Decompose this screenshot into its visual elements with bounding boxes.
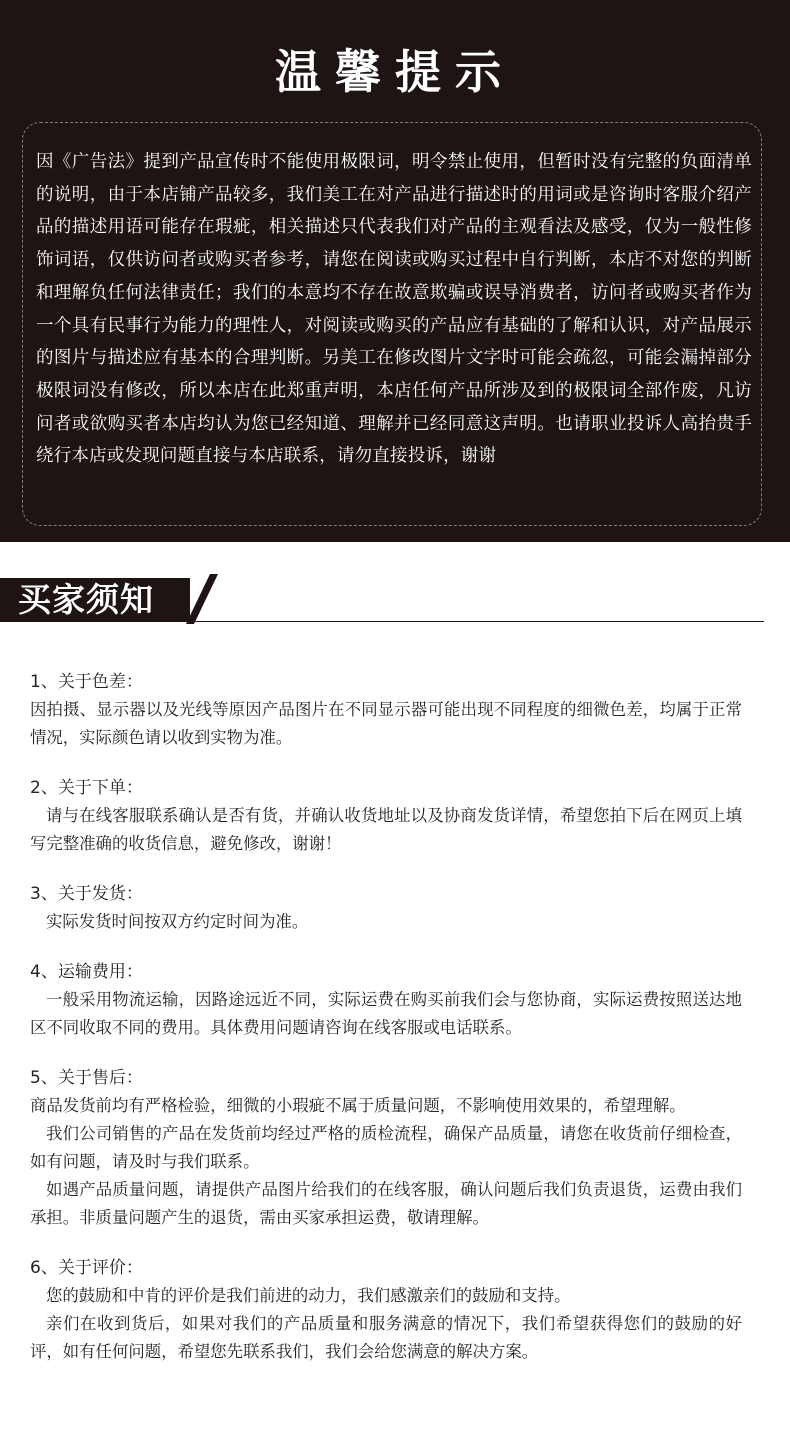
buyer-notice-title: 买家须知	[18, 580, 154, 619]
item-paragraph: 您的鼓励和中肯的评价是我们前进的动力，我们感激亲们的鼓励和支持。	[46, 1286, 571, 1305]
notice-item-color-difference	[30, 668, 742, 752]
item-heading: 4、运输费用：	[30, 962, 143, 982]
item-paragraph: 亲们在收到货后，如果对我们的产品质量和服务满意的情况下，我们希望获得您们的鼓励的好评，如有任何问题，希望您先联系我们，我们会给您满意的解决方案。	[30, 1314, 742, 1361]
notice-body: 因《广告法》提到产品宣传时不能使用极限词，明令禁止使用，但暂时没有完整的负面清单的说明，由于本店铺产品较多，我们美工在对产品进行描述时的用词或是咨询时客服介绍产品的描述用语可能存在瑕疵，相关描述只代表我们对产品的主观看法及感受，仅为一般性修饰词语，仅供访问者或购买者参考，请您在阅读或购买过程中自行判断，本店不对您的判断和理解负任何法律责任；我们的本意均不存在故意欺骗或误导消费者，访问者或购买者作为一个具有民事行为能力的理性人，对阅读或购买的产品应有基础的了解和认识，对产品展示的图片与描述应有基本的合理判断。另美工在修改图片文字时可能会疏忽，可能会漏掉部分极限词没有修改，所以本店在此郑重声明，本店任何产品所涉及到的极限词全部作废，凡访问者或欲购买者本店均认为您已经知道、理解并已经同意这声明。也请职业投诉人高抬贵手绕行本店或发现问题直接与本店联系，请勿直接投诉，谢谢	[36, 152, 752, 467]
item-paragraph: 我们公司销售的产品在发货前均经过严格的质检流程，确保产品质量，请您在收货前仔细检查，如有问题，请及时与我们联系。	[30, 1124, 742, 1171]
item-paragraph: 一般采用物流运输，因路途远近不同，实际运费在购买前我们会与您协商，实际运费按照送达地区不同收取不同的费用。具体费用问题请咨询在线客服或电话联系。	[30, 990, 742, 1037]
header-divider	[0, 621, 764, 622]
item-heading: 2、关于下单：	[30, 778, 143, 798]
item-heading: 3、关于发货：	[30, 884, 143, 904]
item-paragraph: 请与在线客服联系确认是否有货，并确认收货地址以及协商发货详情，希望您拍下后在网页上填写完整准确的收货信息，避免修改，谢谢！	[30, 806, 742, 853]
item-paragraph: 实际发货时间按双方约定时间为准。	[46, 912, 309, 931]
buyer-notice-list	[30, 668, 742, 1388]
item-paragraph: 商品发货前均有严格检验，细微的小瑕疵不属于质量问题，不影响使用效果的，希望理解。	[30, 1096, 686, 1115]
notice-item-reviews	[30, 1254, 742, 1366]
item-paragraph: 因拍摄、显示器以及光线等原因产品图片在不同显示器可能出现不同程度的细微色差，均属于正常情况，实际颜色请以收到实物为准。	[30, 700, 742, 747]
item-heading: 1、关于色差：	[30, 672, 143, 692]
notice-item-after-sales	[30, 1064, 742, 1232]
buyer-notice-header	[0, 578, 790, 624]
item-paragraph: 如遇产品质量问题，请提供产品图片给我们的在线客服，确认问题后我们负责退货，运费由我们承担。非质量问题产生的退货，需由买家承担运费，敬请理解。	[30, 1180, 742, 1227]
notice-item-shipping	[30, 880, 742, 936]
item-heading: 5、关于售后：	[30, 1068, 143, 1088]
slash-decoration-icon	[186, 574, 220, 624]
item-heading: 6、关于评价：	[30, 1258, 143, 1278]
notice-item-freight	[30, 958, 742, 1042]
notice-section	[0, 0, 790, 542]
notice-item-ordering	[30, 774, 742, 858]
notice-title: 温馨提示	[275, 45, 515, 99]
